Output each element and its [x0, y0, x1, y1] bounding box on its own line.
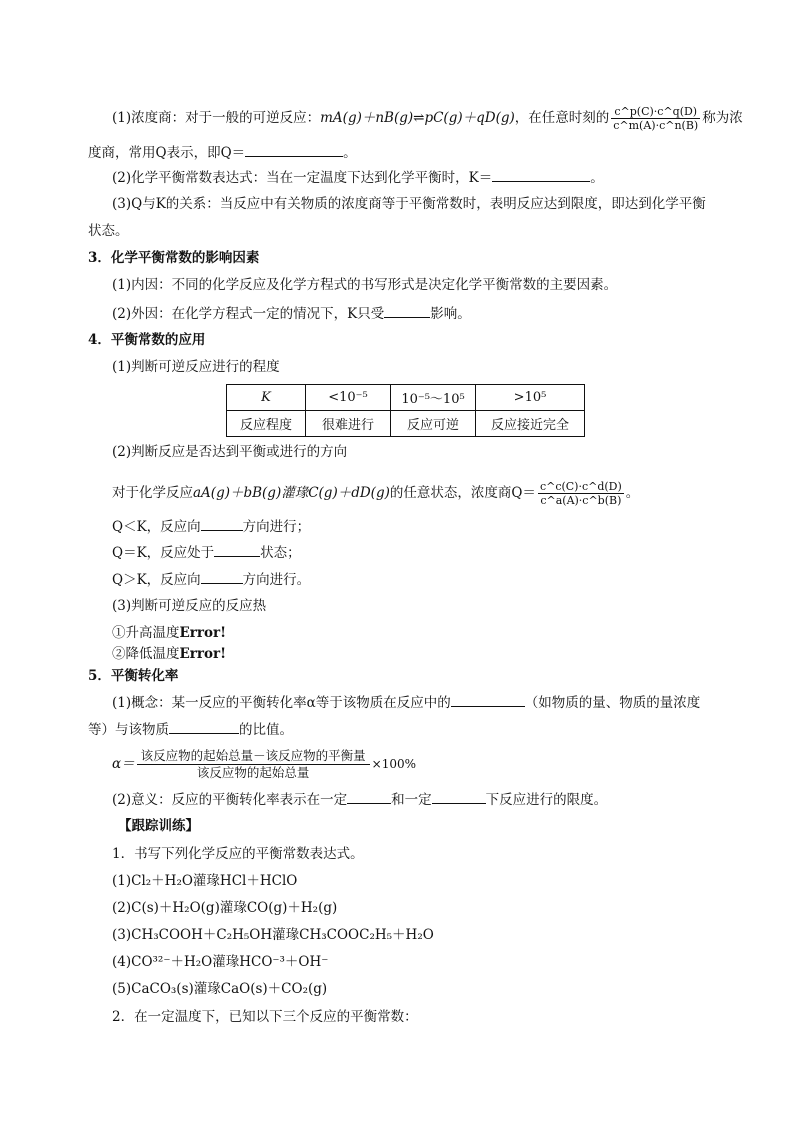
paragraph-line [112, 693, 700, 712]
text: (1)概念：某一反应的平衡转化率α等于该物质在反应中的 [112, 695, 451, 711]
paragraph-line: (1)判断可逆反应进行的程度 [112, 359, 280, 375]
table-header-cell: K [227, 385, 306, 411]
text: 称为浓 [702, 110, 743, 126]
paragraph-line [112, 645, 226, 663]
table-cell: 很难进行 [306, 411, 391, 437]
concentration-quotient-line [112, 105, 743, 132]
text: ①升高温度 [112, 625, 180, 641]
text: 影响。 [430, 306, 471, 322]
reaction-equation: aA(g)＋bB(g)灌瑑C(g)＋dD(g) [193, 485, 390, 501]
equation-item: (2)C(s)＋H₂O(g)灌瑑CO(g)＋H₂(g) [112, 900, 338, 916]
paragraph-line [112, 543, 301, 562]
fraction-numerator: c^c(C)·c^d(D) [539, 480, 622, 493]
text: 下反应进行的限度。 [485, 792, 608, 808]
text: （如物质的量、物质的量浓度 [524, 695, 701, 711]
text: 度商，常用Q表示，即Q＝ [88, 145, 246, 161]
table-cell: 反应可逆 [391, 411, 476, 437]
text: (2)外因：在化学方程式一定的情况下，K只受 [112, 306, 385, 322]
table-header-cell: <10⁻⁵ [306, 385, 391, 411]
error-text: Error! [179, 646, 227, 662]
paragraph-line [112, 517, 310, 536]
question: 2．在一定温度下，已知以下三个反应的平衡常数： [112, 1009, 418, 1025]
question: 1．书写下列化学反应的平衡常数表达式。 [112, 846, 364, 862]
section-heading: 【跟踪训练】 [118, 818, 199, 834]
paragraph-line [112, 168, 604, 187]
text: ×100% [371, 757, 417, 771]
paragraph-line [88, 720, 293, 739]
text: 。 [625, 485, 640, 501]
paragraph-line: 状态。 [88, 223, 129, 239]
text: 的比值。 [239, 722, 293, 738]
text: 和一定 [391, 792, 432, 808]
answer-blank[interactable] [245, 143, 343, 157]
table-header-cell: 10⁻⁵～10⁵ [391, 385, 476, 411]
conversion-formula [112, 748, 416, 781]
answer-blank[interactable] [214, 543, 260, 557]
text: Q＞K，反应向 [112, 572, 201, 588]
table-cell: 反应接近完全 [476, 411, 585, 437]
answer-blank[interactable] [432, 790, 486, 804]
paragraph-line: (3)Q与K的关系：当反应中有关物质的浓度商等于平衡常数时，表明反应达到限度，即达到化学平衡 [112, 196, 706, 212]
fraction-q [611, 105, 700, 132]
text: α＝ [112, 756, 135, 772]
answer-blank[interactable] [492, 168, 590, 182]
text: 方向进行。 [242, 572, 311, 588]
table-row [227, 411, 585, 437]
fraction-alpha [137, 748, 370, 781]
table-cell: 反应程度 [227, 411, 306, 437]
fraction-denominator: c^a(A)·c^b(B) [540, 494, 622, 507]
paragraph-line [112, 570, 310, 589]
paragraph-line: (1)内因：不同的化学反应及化学方程式的书写形式是决定化学平衡常数的主要因素。 [112, 277, 618, 293]
text: 等）与该物质 [88, 722, 169, 738]
equation-item: (1)Cl₂＋H₂O灌瑑HCl＋HClO [112, 873, 298, 889]
text: 对于化学反应 [112, 485, 193, 501]
text: 方向进行； [242, 519, 311, 535]
equilibrium-constant-table [226, 384, 585, 437]
answer-blank[interactable] [169, 720, 239, 734]
error-text: Error! [179, 625, 227, 641]
text: Q＝K，反应处于 [112, 545, 215, 561]
equation-item: (4)CO³²⁻＋H₂O灌瑑HCO⁻³＋OH⁻ [112, 954, 329, 970]
section-heading: 5．平衡转化率 [88, 668, 179, 684]
table-row [227, 385, 585, 411]
text: 状态； [260, 545, 301, 561]
answer-blank[interactable] [201, 570, 243, 584]
answer-blank[interactable] [201, 517, 243, 531]
section-heading: 4．平衡常数的应用 [88, 332, 206, 348]
paragraph-line: (2)判断反应是否达到平衡或进行的方向 [112, 444, 348, 460]
paragraph-line [112, 304, 471, 323]
table-header-cell: >10⁵ [476, 385, 585, 411]
equation-item: (3)CH₃COOH＋C₂H₅OH灌瑑CH₃COOC₂H₅＋H₂O [112, 927, 434, 943]
text: 的任意状态，浓度商Q＝ [389, 485, 536, 501]
paragraph-line [112, 624, 226, 642]
fraction-denominator: c^m(A)·c^n(B) [613, 119, 699, 132]
fraction-q [538, 480, 624, 507]
reaction-equation: mA(g)＋nB(g)⇌pC(g)＋qD(g) [320, 110, 515, 126]
answer-blank[interactable] [451, 693, 525, 707]
direction-quotient-line [112, 480, 639, 507]
fraction-numerator: c^p(C)·c^q(D) [611, 105, 700, 119]
paragraph-line [112, 790, 607, 809]
text: ②降低温度 [112, 646, 180, 662]
fraction-numerator: 该反应物的起始总量－该反应物的平衡量 [137, 748, 370, 765]
text: 。 [343, 145, 357, 161]
equation-item: (5)CaCO₃(s)灌瑑CaO(s)＋CO₂(g) [112, 981, 328, 997]
paragraph-line [88, 143, 357, 162]
text: (2)意义：反应的平衡转化率表示在一定 [112, 792, 348, 808]
text: (1)浓度商：对于一般的可逆反应： [112, 110, 321, 126]
section-heading: 3．化学平衡常数的影响因素 [88, 250, 260, 266]
fraction-denominator: 该反应物的起始总量 [196, 765, 310, 780]
text: ，在任意时刻的 [514, 110, 610, 126]
answer-blank[interactable] [347, 790, 391, 804]
text: Q＜K，反应向 [112, 519, 201, 535]
text: 。 [590, 170, 604, 186]
text: (2)化学平衡常数表达式：当在一定温度下达到化学平衡时，K＝ [112, 170, 493, 186]
answer-blank[interactable] [384, 304, 430, 318]
paragraph-line: (3)判断可逆反应的反应热 [112, 598, 267, 614]
